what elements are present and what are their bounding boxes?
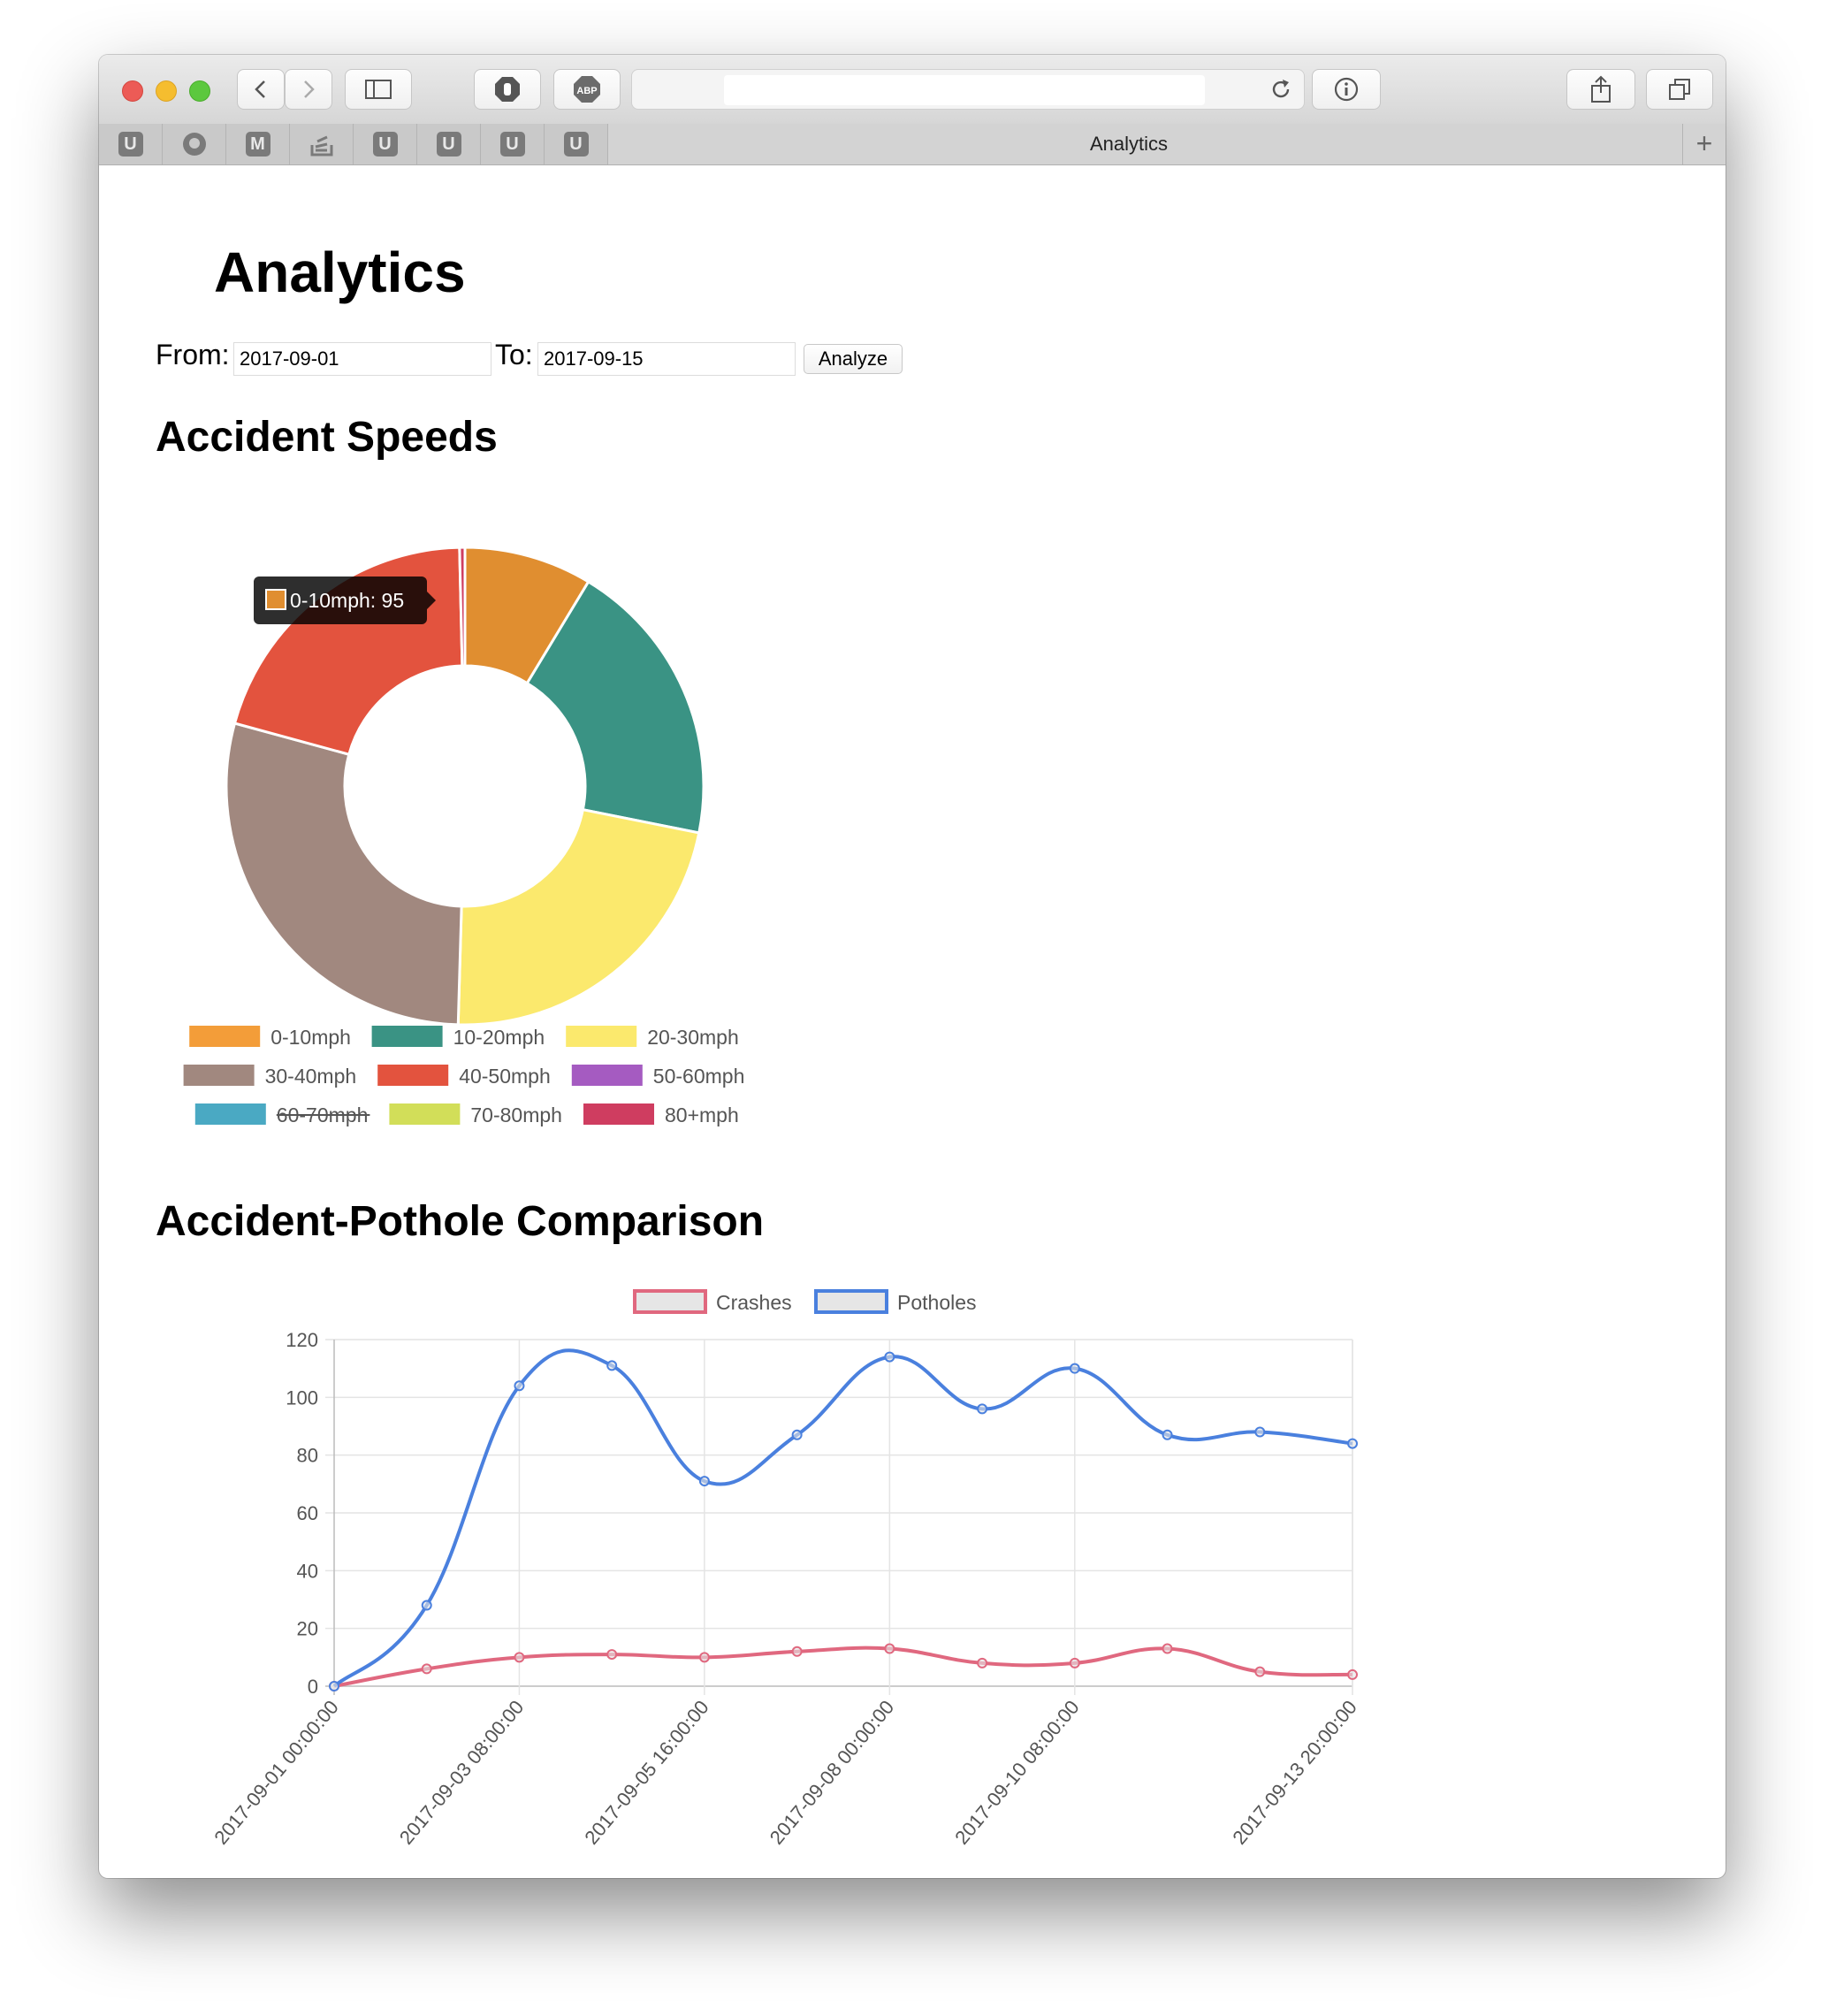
legend-item	[816, 1291, 977, 1314]
y-tick-label: 80	[296, 1444, 318, 1467]
legend-swatch	[635, 1291, 705, 1312]
accident-speeds-heading: Accident Speeds	[156, 414, 498, 461]
to-date-input[interactable]	[537, 342, 796, 376]
pinned-tab[interactable]	[481, 124, 545, 164]
sidebar-icon	[365, 79, 392, 100]
data-point	[700, 1653, 709, 1661]
legend-item	[377, 1065, 551, 1088]
legend-item	[195, 1103, 370, 1126]
data-point	[1163, 1431, 1172, 1439]
legend-label: 70-80mph	[470, 1103, 562, 1126]
address-bar[interactable]	[631, 69, 1305, 110]
new-tab-button[interactable]: +	[1682, 124, 1726, 164]
comparison-chart	[156, 1288, 1535, 1878]
info-icon	[1334, 77, 1359, 102]
data-point	[1348, 1670, 1357, 1679]
legend-label: 20-30mph	[647, 1026, 739, 1049]
analyze-button[interactable]: Analyze	[804, 344, 903, 374]
legend-item	[566, 1026, 739, 1049]
from-date-input[interactable]	[233, 342, 491, 376]
tabs-overview-button[interactable]	[1646, 69, 1713, 110]
svg-text:ABP: ABP	[576, 86, 598, 96]
accident-speeds-chart	[156, 501, 810, 1138]
comparison-heading: Accident-Pothole Comparison	[156, 1198, 765, 1245]
data-point	[514, 1653, 523, 1661]
legend-label: 30-40mph	[264, 1065, 357, 1088]
pinned-tab[interactable]	[545, 124, 608, 164]
zoom-window-button[interactable]	[189, 80, 210, 102]
forward-button[interactable]	[285, 69, 332, 110]
donut-slice	[458, 810, 698, 1025]
page-info-button[interactable]	[1312, 69, 1381, 110]
data-point	[700, 1477, 709, 1485]
from-label: From:	[156, 339, 230, 370]
donut-slice	[226, 723, 461, 1025]
minimize-window-button[interactable]	[156, 80, 177, 102]
legend-label: 0-10mph	[270, 1026, 351, 1049]
legend-label: Potholes	[897, 1291, 977, 1314]
reload-icon[interactable]	[1269, 77, 1293, 102]
legend-item	[189, 1026, 351, 1049]
x-tick-label: 2017-09-13 20:00:00	[1228, 1696, 1361, 1849]
abp-icon	[573, 75, 601, 103]
pinned-tab[interactable]	[354, 124, 417, 164]
data-point	[793, 1431, 802, 1439]
legend-swatch	[195, 1103, 266, 1125]
legend-item	[572, 1065, 745, 1088]
data-point	[885, 1353, 894, 1362]
privacy-extension-button[interactable]	[474, 69, 541, 110]
legend-label: Crashes	[716, 1291, 792, 1314]
legend-item	[635, 1291, 792, 1314]
y-tick-label: 40	[296, 1560, 318, 1583]
data-point	[423, 1601, 431, 1610]
x-tick-label: 2017-09-01 00:00:00	[210, 1696, 343, 1849]
data-point	[1071, 1659, 1079, 1668]
tab-bar	[99, 124, 1726, 165]
legend-item	[372, 1026, 545, 1049]
y-tick-label: 20	[296, 1617, 318, 1640]
to-label: To:	[495, 339, 533, 370]
favicon-u-icon: U	[437, 132, 461, 157]
stop-hand-icon	[494, 76, 521, 103]
back-button[interactable]	[237, 69, 285, 110]
tabs-icon	[1667, 77, 1692, 102]
pinned-tab[interactable]	[163, 124, 226, 164]
favicon-u-icon: U	[373, 132, 398, 157]
legend-label: 80+mph	[665, 1103, 739, 1126]
x-tick-label: 2017-09-03 08:00:00	[394, 1696, 529, 1849]
legend-swatch	[372, 1026, 443, 1047]
y-tick-label: 60	[296, 1502, 318, 1524]
y-tick-label: 120	[286, 1329, 318, 1351]
data-point	[793, 1647, 802, 1656]
favicon-u-icon: U	[118, 132, 143, 157]
active-tab-title[interactable]: Analytics	[1089, 133, 1169, 155]
series-line	[334, 1648, 1352, 1686]
legend-label: 40-50mph	[459, 1065, 551, 1088]
legend-swatch	[583, 1103, 654, 1125]
legend-swatch	[389, 1103, 460, 1125]
data-point	[607, 1361, 616, 1370]
favicon-u-icon: U	[500, 132, 525, 157]
share-button[interactable]	[1566, 69, 1635, 110]
page-title: Analytics	[214, 241, 466, 304]
data-point	[1071, 1364, 1079, 1373]
data-point	[423, 1664, 431, 1673]
adblock-button[interactable]	[553, 69, 621, 110]
legend-swatch	[184, 1065, 255, 1086]
tooltip-label: 0-10mph: 95	[290, 589, 405, 612]
tooltip-swatch	[266, 590, 286, 609]
sidebar-button[interactable]	[345, 69, 412, 110]
address-input[interactable]	[724, 75, 1205, 105]
series-line	[334, 1350, 1352, 1686]
stack-overflow-icon	[309, 131, 335, 157]
pinned-tab[interactable]	[290, 124, 354, 164]
data-point	[885, 1645, 894, 1653]
legend-swatch	[566, 1026, 636, 1047]
legend-label: 60-70mph	[276, 1103, 369, 1126]
data-point	[1348, 1439, 1357, 1448]
data-point	[514, 1381, 523, 1390]
browser-window	[99, 55, 1726, 1878]
legend-item	[184, 1065, 357, 1088]
data-point	[1255, 1428, 1264, 1437]
slice-tooltip	[254, 577, 436, 624]
chevron-left-icon	[254, 79, 268, 100]
share-icon	[1589, 75, 1612, 103]
legend-swatch	[377, 1065, 448, 1086]
data-point	[978, 1659, 987, 1668]
legend-swatch	[572, 1065, 643, 1086]
page-content	[99, 165, 1726, 1878]
legend-item	[389, 1103, 562, 1126]
close-window-button[interactable]	[122, 80, 143, 102]
legend-label: 10-20mph	[453, 1026, 545, 1049]
pinned-tab[interactable]	[99, 124, 163, 164]
legend-swatch	[816, 1291, 887, 1312]
x-tick-label: 2017-09-05 16:00:00	[580, 1696, 713, 1849]
favicon-u-icon: U	[564, 132, 589, 157]
y-tick-label: 100	[286, 1386, 318, 1409]
chevron-right-icon	[301, 79, 316, 100]
data-point	[978, 1404, 987, 1413]
legend-label: 50-60mph	[652, 1065, 745, 1088]
data-point	[607, 1650, 616, 1659]
data-point	[1255, 1668, 1264, 1676]
y-tick-label: 0	[307, 1676, 318, 1698]
legend-swatch	[189, 1026, 260, 1047]
pinned-tab[interactable]	[417, 124, 481, 164]
favicon-m-icon: M	[246, 132, 270, 157]
data-point	[330, 1682, 339, 1691]
legend-item	[583, 1103, 739, 1126]
data-point	[1163, 1645, 1172, 1653]
x-tick-label: 2017-09-08 00:00:00	[765, 1696, 899, 1849]
x-tick-label: 2017-09-10 08:00:00	[950, 1696, 1084, 1849]
pinned-tab[interactable]	[226, 124, 290, 164]
github-icon	[181, 131, 208, 157]
browser-toolbar	[99, 55, 1726, 125]
